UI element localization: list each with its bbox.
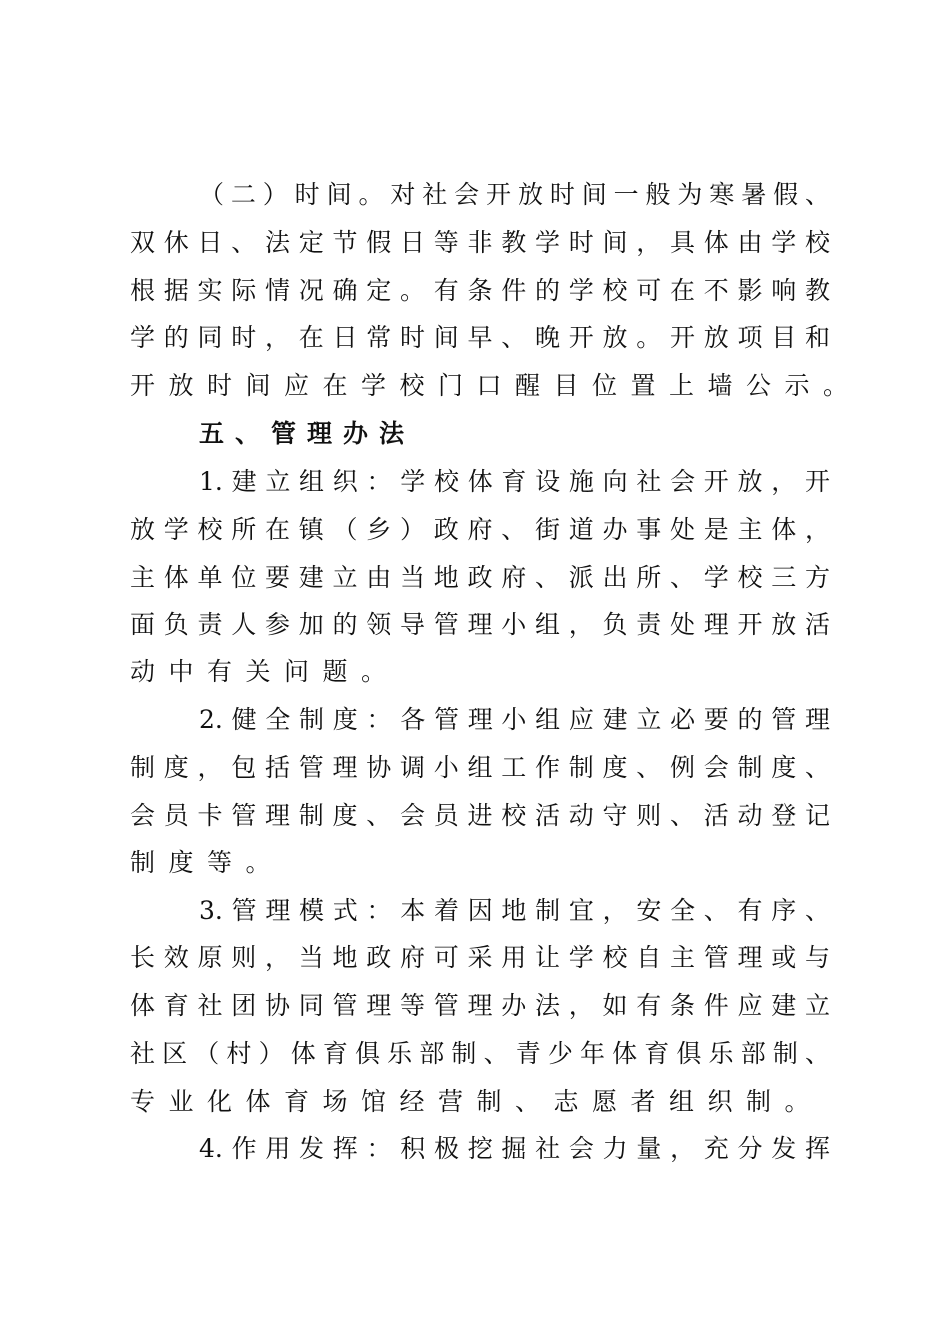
paragraph-line: 面负责人参加的领导管理小组，负责处理开放活: [130, 610, 830, 639]
paragraph-line: 1.建立组织：学校体育设施向社会开放，开: [199, 467, 830, 496]
paragraph-line: 制度，包括管理协调小组工作制度、例会制度、: [130, 753, 830, 782]
paragraph-line: 根据实际情况确定。有条件的学校可在不影响教: [130, 276, 830, 305]
paragraph-line: （二）时间。对社会开放时间一般为寒暑假、: [199, 180, 830, 209]
paragraph-line: 长效原则，当地政府可采用让学校自主管理或与: [130, 943, 830, 972]
paragraph-line: 4.作用发挥：积极挖掘社会力量，充分发挥: [199, 1134, 830, 1163]
section-heading: 五、管理办法: [199, 419, 416, 448]
paragraph-line: 制度等。: [130, 848, 285, 877]
paragraph-line: 学的同时，在日常时间早、晚开放。开放项目和: [130, 323, 830, 352]
paragraph-line: 开放时间应在学校门口醒目位置上墙公示。: [130, 371, 862, 400]
paragraph-line: 2.健全制度：各管理小组应建立必要的管理: [199, 705, 830, 734]
paragraph-line: 双休日、法定节假日等非教学时间，具体由学校: [130, 228, 830, 257]
paragraph-line: 3.管理模式：本着因地制宜，安全、有序、: [199, 896, 830, 925]
paragraph-line: 放学校所在镇（乡）政府、街道办事处是主体，: [130, 515, 830, 544]
paragraph-line: 动中有关问题。: [130, 657, 400, 686]
paragraph-line: 主体单位要建立由当地政府、派出所、学校三方: [130, 563, 830, 592]
paragraph-line: 体育社团协同管理等管理办法，如有条件应建立: [130, 991, 830, 1020]
paragraph-line: 会员卡管理制度、会员进校活动守则、活动登记: [130, 801, 830, 830]
paragraph-line: 专业化体育场馆经营制、志愿者组织制。: [130, 1087, 824, 1116]
paragraph-line: 社区（村）体育俱乐部制、青少年体育俱乐部制、: [130, 1039, 830, 1068]
